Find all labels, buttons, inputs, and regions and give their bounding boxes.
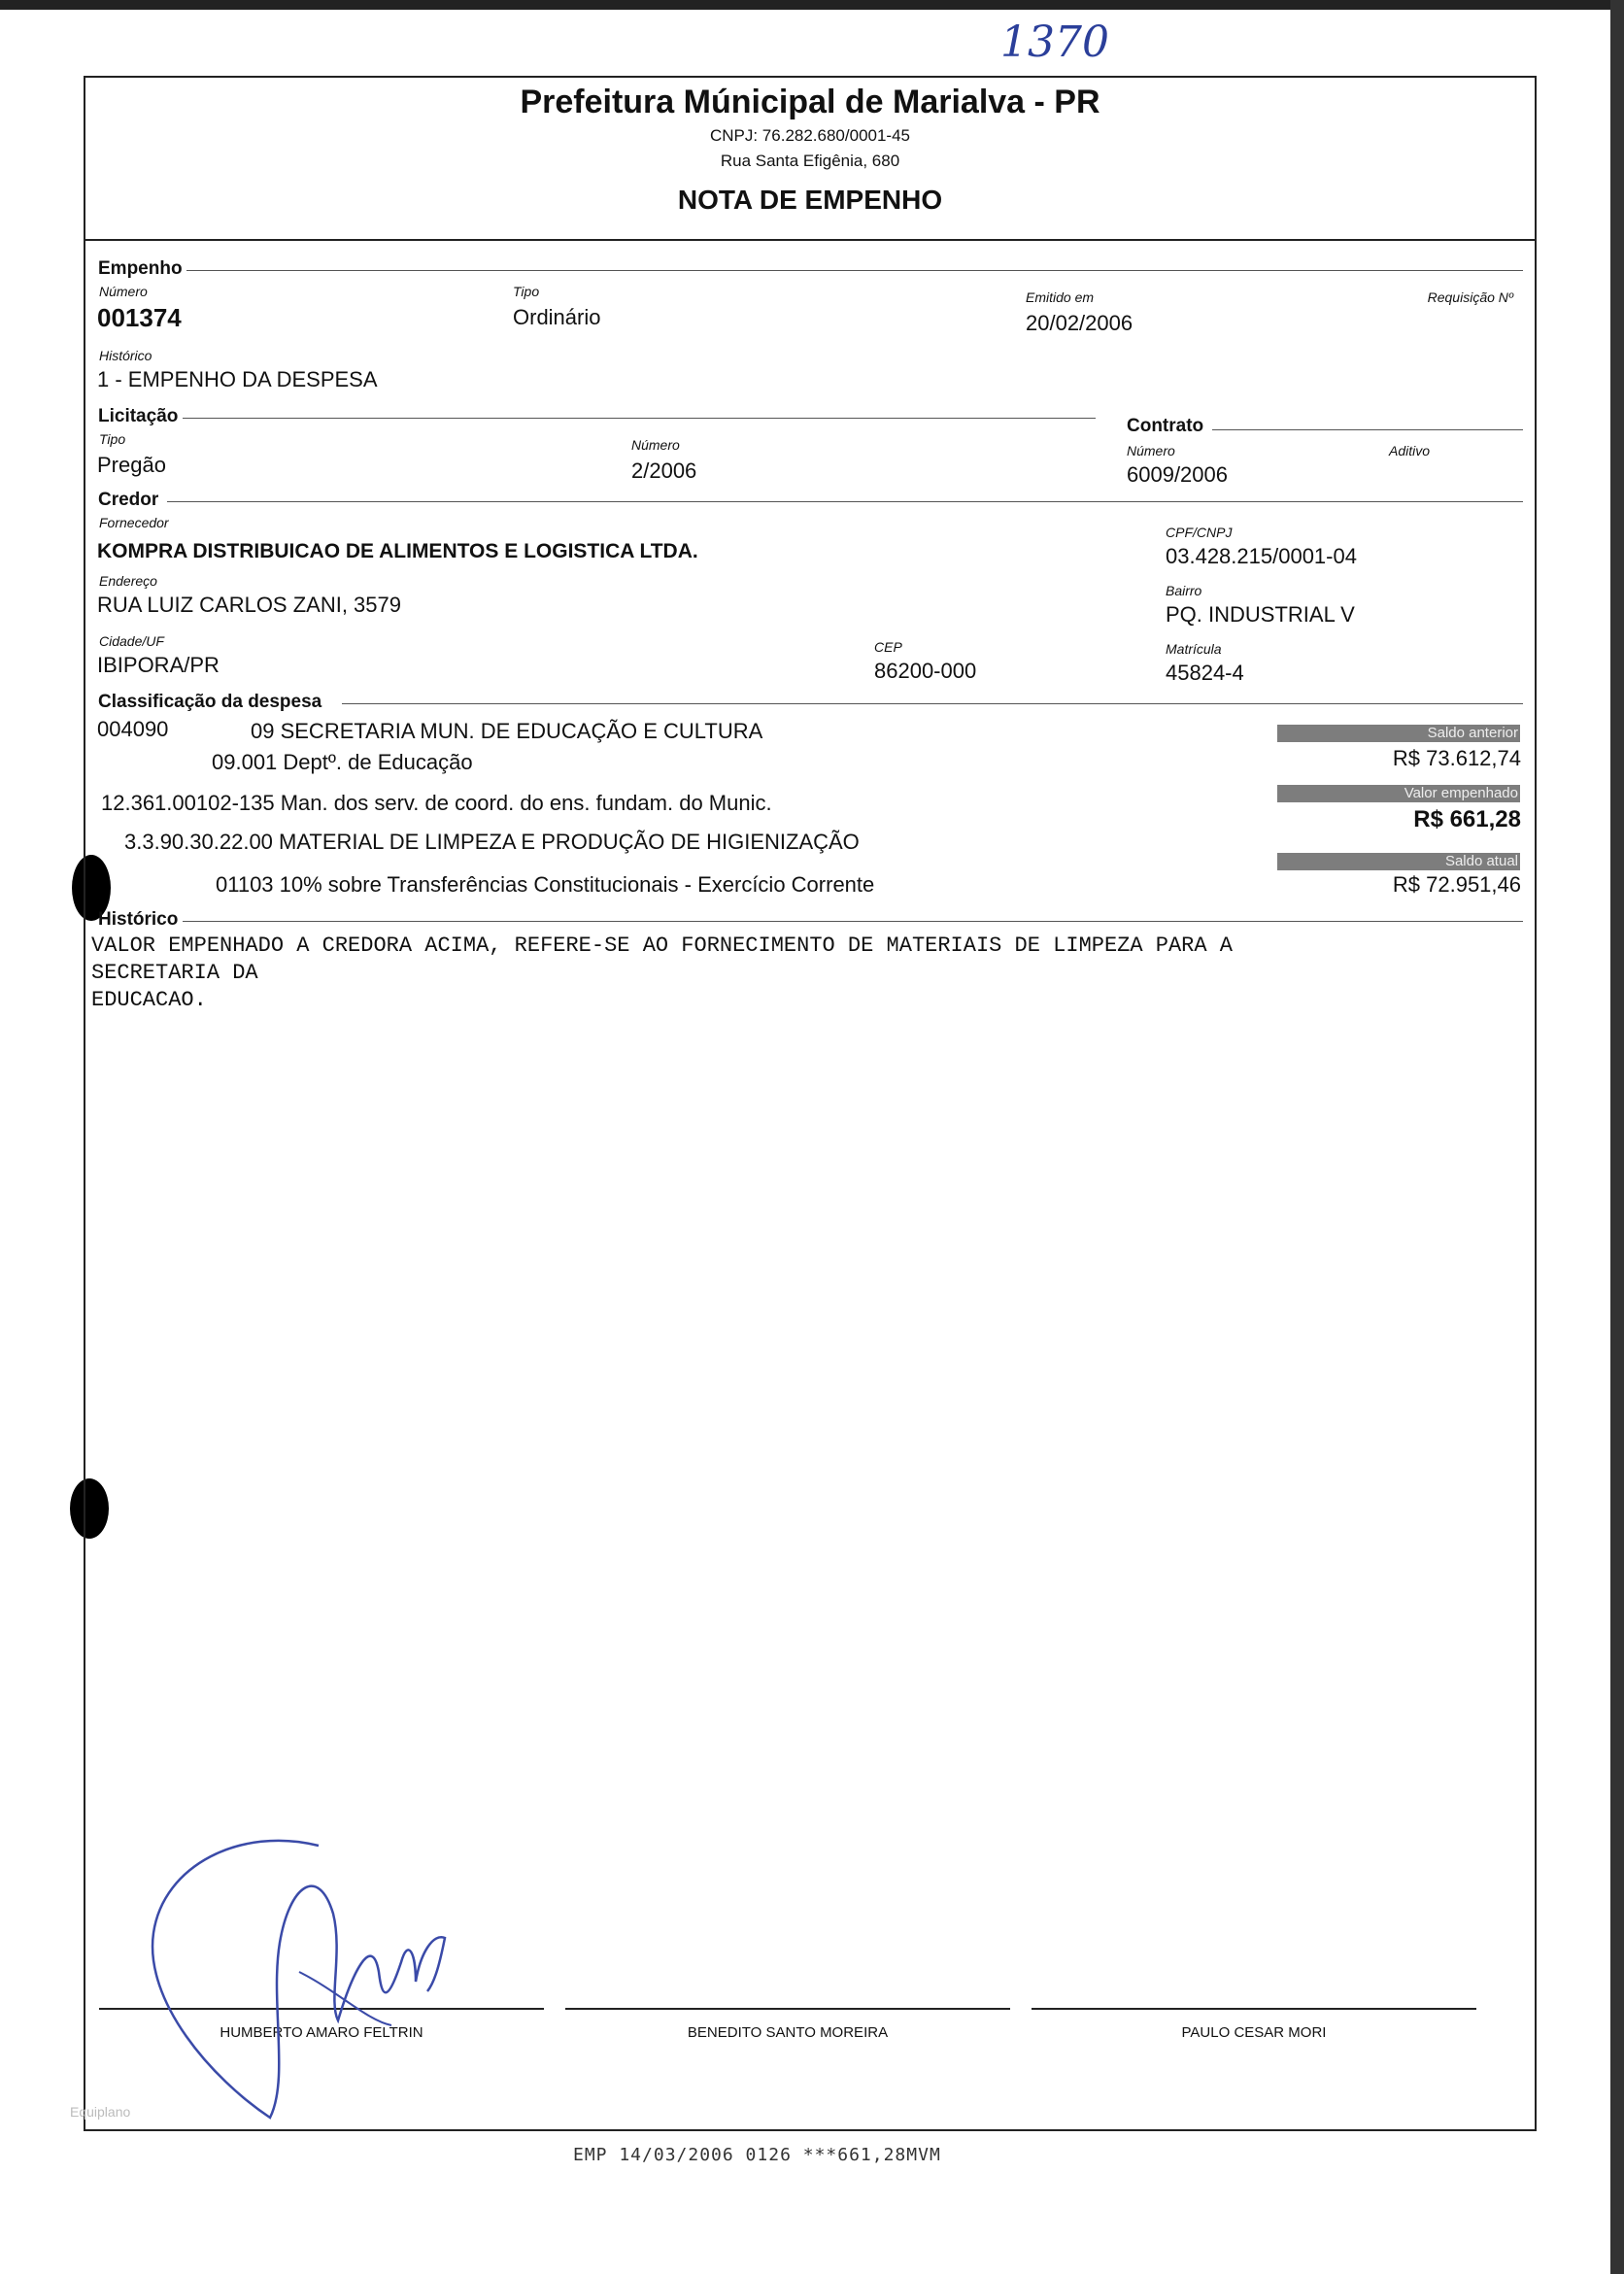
credor-cidade: IBIPORA/PR — [97, 653, 220, 677]
cnpj-line: CNPJ: 76.282.680/0001-45 — [709, 126, 911, 145]
divider — [342, 703, 1523, 704]
address-line: Rua Santa Efigênia, 680 — [720, 152, 900, 170]
signatory-3: PAULO CESAR MORI — [1181, 2024, 1327, 2041]
label-emitido: Emitido em — [1026, 289, 1095, 305]
licitacao-numero: 2/2006 — [631, 458, 697, 483]
divider — [183, 921, 1523, 922]
credor-endereco: RUA LUIZ CARLOS ZANI, 3579 — [97, 593, 401, 617]
label-matricula: Matrícula — [1166, 641, 1222, 657]
credor-cpf: 03.428.215/0001-04 — [1166, 544, 1357, 568]
label-cep: CEP — [874, 639, 902, 655]
credor-cep: 86200-000 — [874, 659, 977, 683]
label-requisicao: Requisição Nº — [1427, 289, 1513, 305]
section-licitacao: Licitação — [98, 406, 179, 426]
credor-fornecedor: KOMPRA DISTRIBUICAO DE ALIMENTOS E LOGISTICA LTDA. — [97, 540, 698, 562]
document-frame — [84, 76, 1537, 2131]
classificacao-line3: 12.361.00102-135 Man. dos serv. de coord. do ens. fundam. do Munic. — [101, 791, 772, 815]
doc-title: NOTA DE EMPENHO — [677, 185, 943, 215]
divider — [186, 270, 1523, 271]
saldo-anterior-value: R$ 73.612,74 — [1392, 746, 1521, 770]
signatory-1: HUMBERTO AMARO FELTRIN — [220, 2024, 423, 2041]
classificacao-line5: 01103 10% sobre Transferências Constitucionais - Exercício Corrente — [216, 872, 875, 897]
label-endereco: Endereço — [99, 573, 157, 589]
section-credor: Credor — [98, 490, 159, 510]
classificacao-code: 004090 — [97, 717, 169, 741]
label-numero: Número — [99, 284, 148, 299]
signature-line-2 — [565, 2008, 1010, 2010]
section-historico: Histórico — [98, 909, 179, 930]
historico-line3: EDUCACAO. — [91, 988, 207, 1012]
empenho-emitido: 20/02/2006 — [1026, 311, 1133, 335]
document-header — [85, 78, 1535, 241]
divider — [183, 418, 1096, 419]
empenho-numero: 001374 — [97, 303, 182, 332]
credor-bairro: PQ. INDUSTRIAL V — [1166, 602, 1355, 627]
scan-top-edge — [0, 0, 1624, 10]
label-aditivo: Aditivo — [1389, 443, 1431, 458]
empenho-tipo: Ordinário — [513, 305, 601, 329]
contrato-numero: 6009/2006 — [1127, 462, 1228, 487]
section-classificacao: Classificação da despesa — [98, 692, 322, 712]
valor-empenhado-label: Valor empenhado — [1277, 785, 1520, 802]
divider — [167, 501, 1523, 502]
empenho-historico: 1 - EMPENHO DA DESPESA — [97, 367, 378, 391]
label-contrato-numero: Número — [1127, 443, 1175, 458]
section-empenho: Empenho — [98, 258, 183, 279]
saldo-atual-value: R$ 72.951,46 — [1392, 872, 1521, 897]
label-tipo: Tipo — [513, 284, 540, 299]
signatory-2: BENEDITO SANTO MOREIRA — [687, 2024, 889, 2041]
classificacao-line2: 09.001 Deptº. de Educação — [212, 750, 473, 774]
classificacao-line4: 3.3.90.30.22.00 MATERIAL DE LIMPEZA E PRODUÇÃO DE HIGIENIZAÇÃO — [124, 830, 860, 854]
municipality-title: Prefeitura Múnicipal de Marialva - PR — [520, 84, 1100, 120]
label-historico: Histórico — [99, 348, 152, 363]
historico-line1: VALOR EMPENHADO A CREDORA ACIMA, REFERE-SE AO FORNECIMENTO DE MATERIAIS DE LIMPEZA PARA A — [91, 933, 1233, 958]
label-cpf: CPF/CNPJ — [1166, 525, 1233, 540]
label-licitacao-numero: Número — [631, 437, 680, 453]
signature-line-3 — [1032, 2008, 1476, 2010]
credor-matricula: 45824-4 — [1166, 661, 1244, 685]
software-watermark: Equiplano — [70, 2104, 131, 2120]
label-bairro: Bairro — [1166, 583, 1202, 598]
label-licitacao-tipo: Tipo — [99, 431, 126, 447]
handwritten-signature — [124, 1826, 532, 2127]
divider — [1212, 429, 1523, 430]
saldo-anterior-label: Saldo anterior — [1277, 725, 1520, 742]
handwritten-page-number: 1370 — [1000, 17, 1109, 67]
valor-empenhado-value: R$ 661,28 — [1413, 806, 1521, 832]
saldo-atual-label: Saldo atual — [1277, 853, 1520, 870]
licitacao-tipo: Pregão — [97, 453, 166, 477]
historico-line2: SECRETARIA DA — [91, 961, 258, 985]
label-fornecedor: Fornecedor — [99, 515, 169, 530]
classificacao-line1: 09 SECRETARIA MUN. DE EDUCAÇÃO E CULTURA — [251, 719, 763, 743]
mechanical-stamp: EMP 14/03/2006 0126 ***661,28MVM — [573, 2145, 941, 2165]
scan-right-edge — [1610, 0, 1624, 2274]
label-cidade: Cidade/UF — [99, 633, 164, 649]
section-contrato: Contrato — [1127, 416, 1204, 436]
